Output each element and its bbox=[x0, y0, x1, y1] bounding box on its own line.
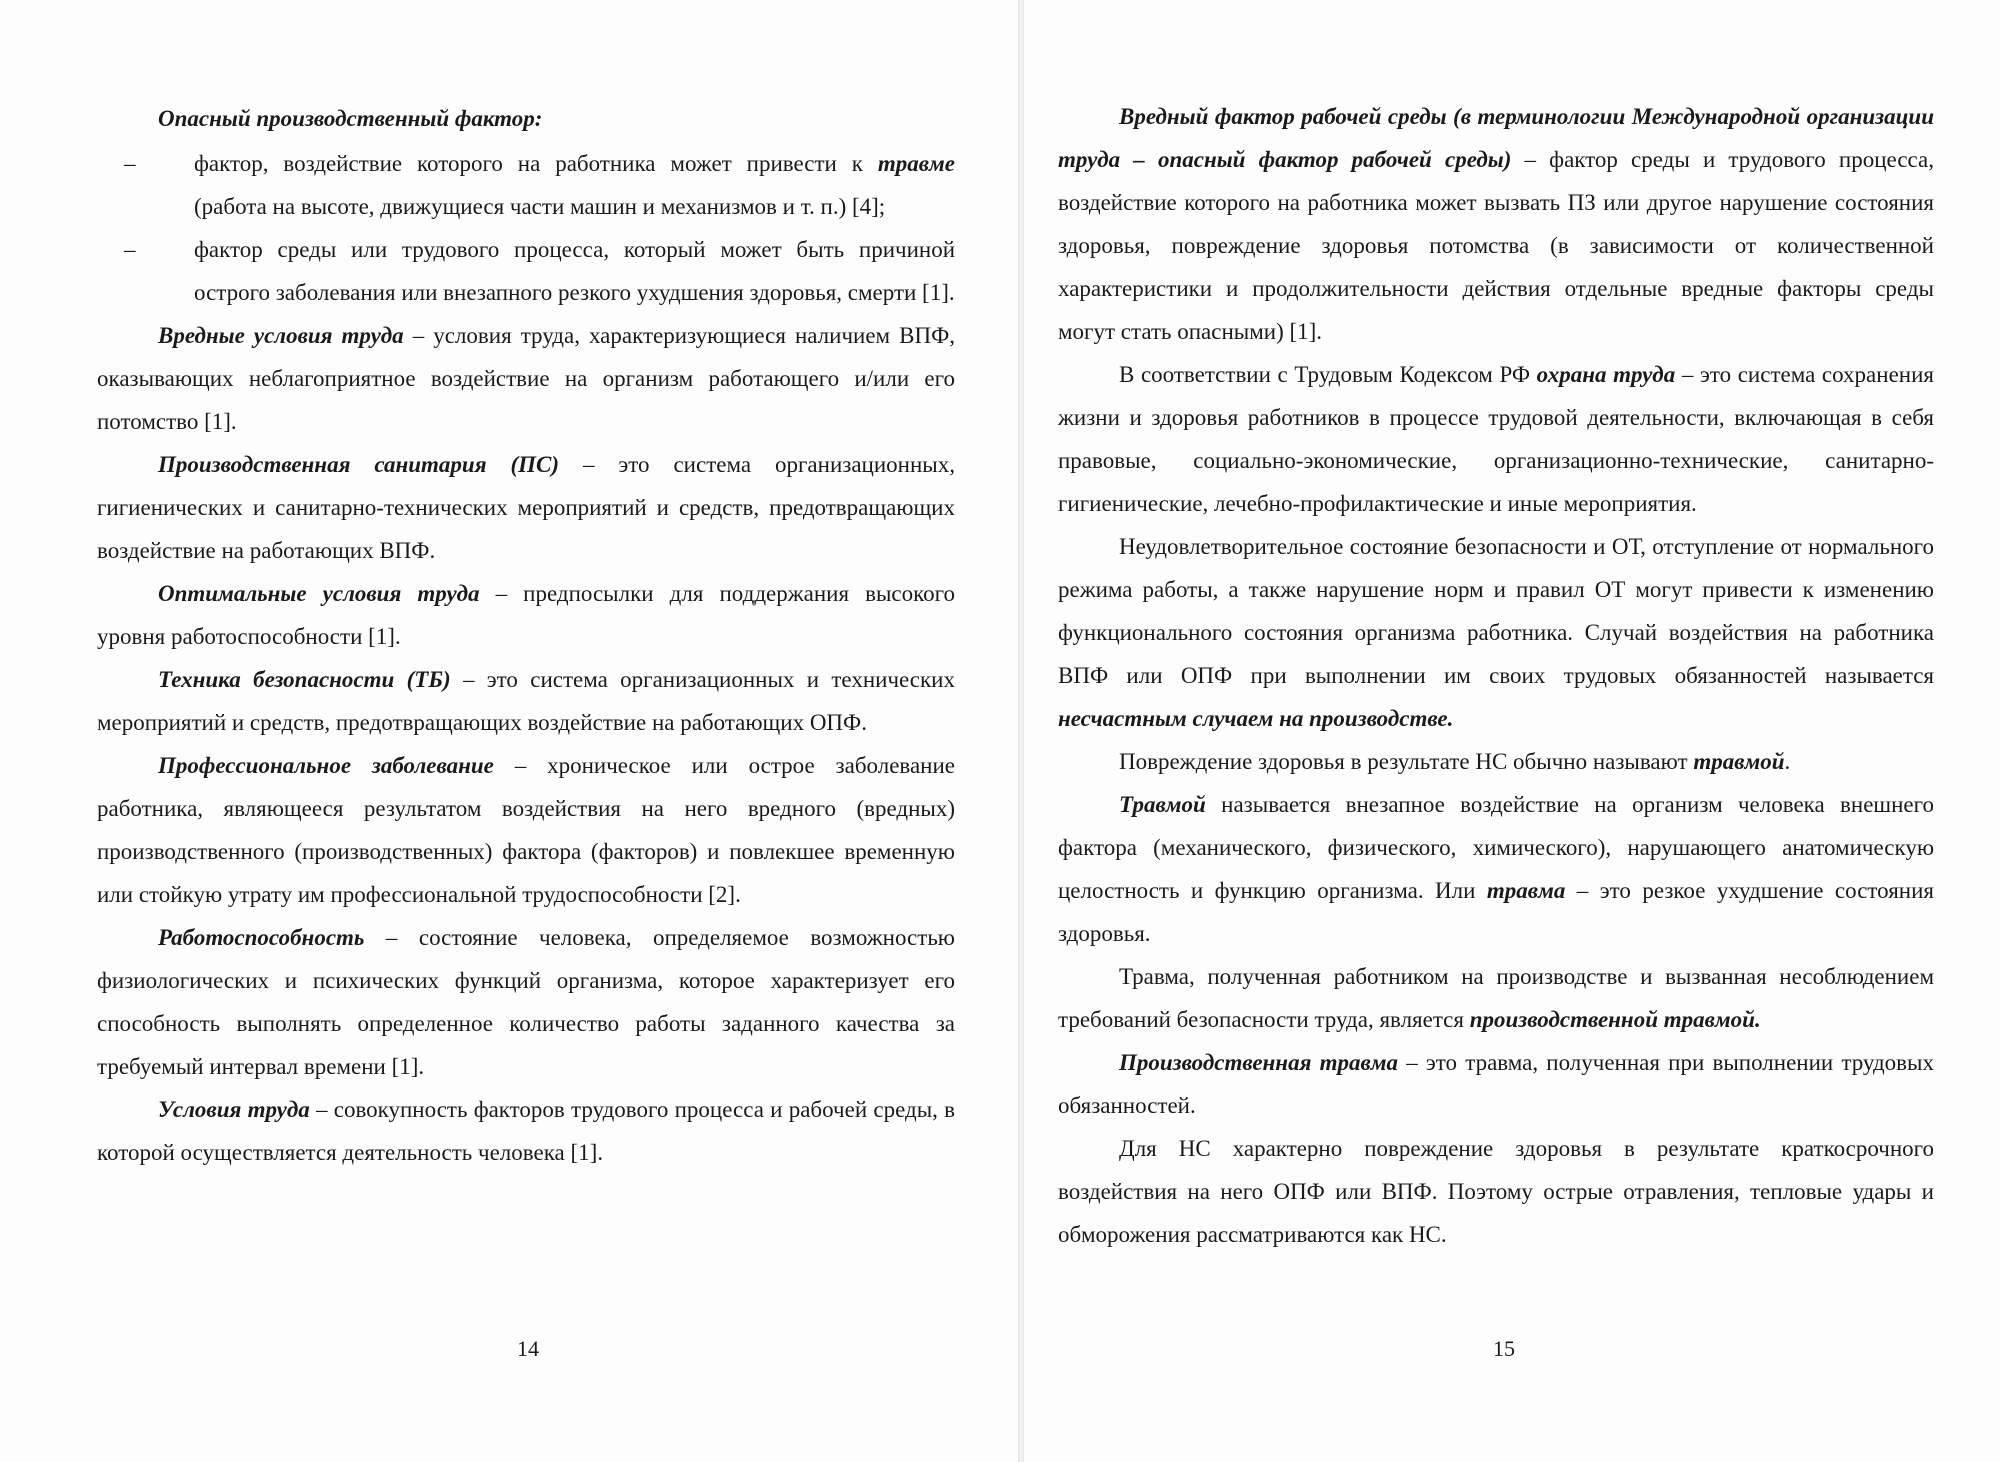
definition-paragraph: Профессиональное заболевание – хроническое или острое заболевание работника, являющееся результатом воздействия на него вредного (вредных) производственного (производственных) фактора (факторов) и повлекшее временную или стойкую утрату им профессиональной трудоспособности [2]. bbox=[97, 753, 955, 907]
body-paragraph: Для НС характерно повреждение здоровья в результате краткосрочного воздействия на него ОПФ или ВПФ. Поэтому острые отравления, тепловые удары и обморожения рассматриваются как НС. bbox=[1058, 1136, 1934, 1247]
body-paragraph: Неудовлетворительное состояние безопасности и ОТ, отступление от нормального режима работы, а также нарушение норм и правил ОТ могут привести к изменению функционального состояния организма работника. Случай воздействия на работника ВПФ или ОПФ при выполнении им своих трудовых обязанностей называется несчастным случаем на производстве. bbox=[1058, 534, 1934, 731]
definition-paragraph: Производственная санитария (ПС) – это система организационных, гигиенических и санитарно-технических мероприятий и средств, предотвращающих воздействие на работающих ВПФ. bbox=[97, 452, 955, 563]
definition-paragraph: Техника безопасности (ТБ) – это система организационных и технических мероприятий и средств, предотвращающих воздействие на работающих ОПФ. bbox=[97, 667, 955, 735]
definition-paragraph: Вредные условия труда – условия труда, характеризующиеся наличием ВПФ, оказывающих неблагоприятное воздействие на организм работающего и/или его потомство [1]. bbox=[97, 323, 955, 434]
definition-paragraph: Вредный фактор рабочей среды (в терминологии Международной организации труда – опасный фактор рабочей среды) – фактор среды и трудового процесса, воздействие которого на работника может вызвать ПЗ или другое нарушение состояния здоровья, повреждение здоровья потомства (в зависимости от количественной характеристики и продолжительности действия отдельные вредные факторы среды могут стать опасными) [1]. bbox=[1058, 104, 1934, 344]
definition-paragraph: Производственная травма – это травма, полученная при выполнении трудовых обязанностей. bbox=[1058, 1050, 1934, 1118]
definition-paragraph: Оптимальные условия труда – предпосылки для поддержания высокого уровня работоспособности [1]. bbox=[97, 581, 955, 649]
left-page-text bbox=[97, 97, 955, 1174]
list-item: – фактор, воздействие которого на работника может привести к травме (работа на высоте, движущиеся части машин и механизмов и т. п.) [4]; bbox=[194, 142, 955, 228]
body-paragraph: Травма, полученная работником на производстве и вызванная несоблюдением требований безопасности труда, является производственной травмой. bbox=[1058, 964, 1934, 1032]
page-number: 15 bbox=[1493, 1336, 1515, 1361]
right-page bbox=[1024, 0, 2000, 1462]
definition-paragraph: Травмой называется внезапное воздействие на организм человека внешнего фактора (механического, физического, химического), нарушающего анатомическую целостность и функцию организма. Или травма – это резкое ухудшение состояния здоровья. bbox=[1058, 792, 1935, 946]
definition-paragraph: Работоспособность – состояние человека, определяемое возможностью физиологических и психических функций организма, которое характеризует его способность выполнять определенное количество работы заданного качества за требуемый интервал времени [1]. bbox=[97, 925, 955, 1079]
body-paragraph: В соответствии с Трудовым Кодексом РФ охрана труда – это система сохранения жизни и здоровья работников в процессе трудовой деятельности, включающая в себя правовые, социально-экономические, организационно-технические, санитарно-гигиенические, лечебно-профилактические и иные мероприятия. bbox=[1058, 362, 1934, 516]
list-item: – фактор среды или трудового процесса, который может быть причиной острого заболевания или внезапного резкого ухудшения здоровья, смерти [1]. bbox=[194, 228, 955, 314]
definition-list bbox=[97, 142, 955, 314]
right-page-text bbox=[1058, 95, 1934, 1256]
section-heading: Опасный производственный фактор: bbox=[158, 106, 543, 131]
page-number: 14 bbox=[517, 1336, 539, 1361]
body-paragraph: Повреждение здоровья в результате НС обычно называют травмой. bbox=[1119, 749, 1791, 774]
definition-paragraph: Условия труда – совокупность факторов трудового процесса и рабочей среды, в которой осуществляется деятельность человека [1]. bbox=[97, 1097, 955, 1165]
